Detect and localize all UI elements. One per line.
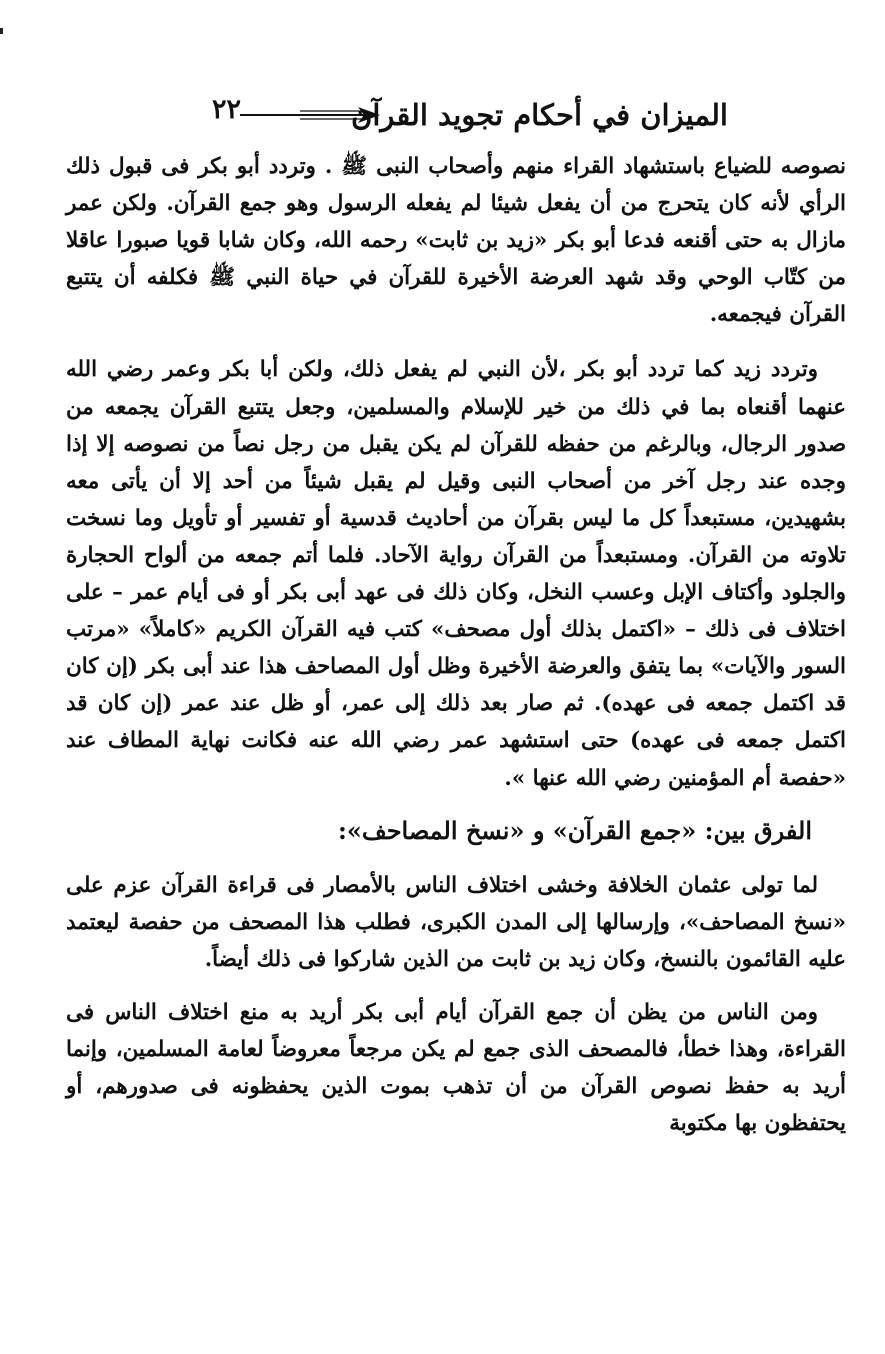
running-header — [128, 92, 728, 138]
page-body — [66, 148, 846, 1142]
paragraph-2: وتردد زيد كما تردد أبو بكر ،لأن النبي لم يفعل ذلك، ولكن أبا بكر وعمر رضي الله عنهما أقنعاه بما في ذلك من خير للإسلام والمسلمين، وجعل يتتبع القرآن يجمعه من صدور الرجال، وبالرغم من حفظه للقرآن لم يكن يقبل من رجل نصاً من نصوصه إلا إذا وجده عند رجل آخر من أصحاب النبى وقيل لم يقبل شيئاً من أحد إلا أن يأتى معه بشهيدين، مستبعداً كل ما ليس بقرآن من أحاديث قدسية أو تفسير أو تأويل وما نسخت تلاوته من القرآن. ومستبعداً من القرآن رواية الآحاد. فلما أتم جمعه من ألواح الحجارة والجلود وأكتاف الإبل وعسب النخل، وكان ذلك فى عهد أبى بكر أو فى أيام عمر – على اختلاف فى ذلك – «اكتمل بذلك أول مصحف» كتب فيه القرآن الكريم «كاملاً» «مرتب السور والآيات» بما يتفق والعرضة الأخيرة وظل أول المصاحف هذا عند أبى بكر (إن كان قد اكتمل جمعه فى عهده). ثم صار بعد ذلك إلى عمر، أو ظل عند عمر (إن كان قد اكتمل جمعه فى عهده) حتى استشهد عمر رضي الله عنه فكانت نهاية المطاف عند «حفصة أم المؤمنين رضي الله عنها ». — [66, 357, 846, 791]
section-heading: الفرق بين: «جمع القرآن» و «نسخ المصاحف»: — [338, 815, 812, 845]
page-number: ٢٢ — [212, 94, 242, 125]
book-title: الميزان في أحكام تجويد القرآن — [351, 98, 728, 132]
paragraph-1: نصوصه للضياع باستشهاد القراء منهم وأصحاب النبى ﷺ . وتردد أبو بكر فى قبول ذلك الرأي لأنه كان يتحرج من أن يفعل شيئا لم يفعله الرسول وهو جمع القرآن. ولكن عمر مازال به حتى أقنعه فدعا أبو بكر «زيد بن ثابت» رحمه الله، وكان شابا قويا صبورا عاقلا من كتّاب الوحي وقد شهد العرضة الأخيرة للقرآن في حياة النبي ﷺ فكلفه أن يتتبع القرآن فيجمعه. — [66, 154, 846, 328]
paragraph-4: ومن الناس من يظن أن جمع القرآن أيام أبى بكر أريد به منع اختلاف الناس فى القراءة، وهذا خطأ، فالمصحف الذى جمع لم يكن مرجعاً معروضاً لعامة المسلمين، وإنما أريد به حفظ نصوص القرآن من أن تذهب بموت الذين يحفظونه فى صدورهم، أو يحتفظون بها مكتوبة — [66, 999, 846, 1137]
paragraph-3: لما تولى عثمان الخلافة وخشى اختلاف الناس بالأمصار فى قراءة القرآن عزم على «نسخ المصاحف»، وإرسالها إلى المدن الكبرى، فطلب هذا المصحف من حفصة ليعتمد عليه القائمون بالنسخ، وكان زيد بن ثابت من الذين شاركوا فى ذلك أيضاً. — [66, 872, 846, 972]
scan-edge-mark — [0, 28, 3, 34]
